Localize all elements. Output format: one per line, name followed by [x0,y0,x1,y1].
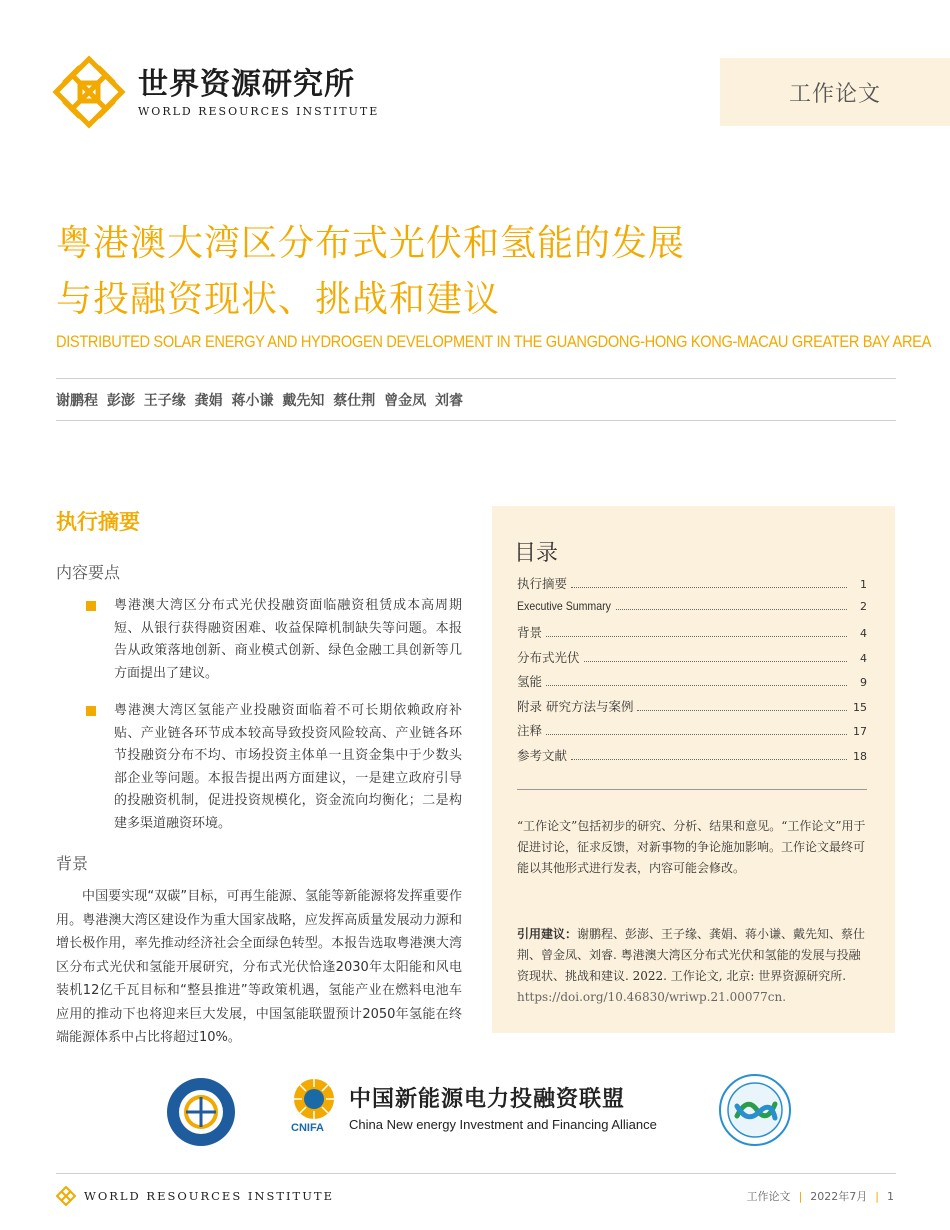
title-line-1: 粤港澳大湾区分布式光伏和氢能的发展 [56,223,686,264]
footer-doc-type: 工作论文 [746,1190,791,1203]
cnifa-name-en: China New energy Investment and Financing Alliance [349,1117,657,1132]
leader-dots [584,661,847,662]
citation-label: 引用建议： [517,927,578,941]
toc-entry-page: 9 [860,676,867,689]
divider [517,789,867,790]
divider [56,420,896,421]
document-type-tag [720,58,950,126]
toc-entry[interactable] [517,648,867,673]
document-type-label: 工作论文 [788,81,881,107]
executive-summary-heading: 执行摘要 [56,510,140,534]
toc-entry-label: 附录 研究方法与案例 [517,698,634,714]
leader-dots [546,734,847,735]
citation [517,924,869,1008]
footer-org-name: WORLD RESOURCES INSTITUTE [84,1189,334,1203]
list-item [86,700,462,835]
toc-entry-label: 分布式光伏 [517,649,580,665]
footer-date: 2022年7月 [810,1190,868,1203]
sunburst-icon [291,1077,337,1121]
toc-entry[interactable] [517,599,867,624]
leader-dots [571,759,847,760]
toc-entry[interactable] [517,746,867,771]
working-paper-note: “工作论文”包括初步的研究、分析、结果和意见。“工作论文”用于促进讨论，征求反馈，对新事物的争论施加影响。工作论文最终可能以其他形式进行发表，内容可能会修改。 [517,819,866,875]
table-of-contents [492,506,895,1033]
cnifa-mark [291,1077,337,1137]
background-paragraph: 中国要实现“双碳”目标，可再生能源、氢能等新能源将发挥重要作用。粤港澳大湾区建设作为重大国家战略，应发挥高质量发展动力源和增长极作用，率先推动经济社会全面绿色转型。本报告选取粤港澳大湾区分布式光伏和氢能开展研究，分布式光伏恰逢2030年太阳能和风电装机12亿千瓦目标和“整县推进”等政策机遇，氢能产业在燃料电池车应用的推动下也将迎来巨大发展，中国氢能联盟预计2050年氢能在终端能源体系中占比将超过10%。 [56,889,462,1045]
citation-text: 谢鹏程、彭澎、王子缘、龚娟、蒋小谦、戴先知、蔡仕荆、曾金凤、刘睿. 粤港澳大湾区分布式光伏和氢能的发展与投融资现状、挑战和建议. 2022. 工作论文, 北京: 世界资源研究所. [517,927,866,983]
leader-dots [571,587,847,588]
wri-lattice-icon [52,55,126,129]
toc-entry-page: 4 [860,627,867,640]
toc-entry[interactable] [517,697,867,722]
toc-entry-page: 17 [853,725,867,738]
leader-dots [637,710,847,711]
background-heading: 背景 [56,854,89,873]
toc-entry[interactable] [517,672,867,697]
leader-dots [616,609,847,610]
page-title [56,216,916,328]
divider [56,1173,896,1174]
bullet-text: 粤港澳大湾区氢能产业投融资面临着不可长期依赖政府补贴、产业链各环节成本较高导致投资风险较高、产业链各环节投融资分布不均、市场投资主体单一且资金集中于少数头部企业等问题。本报告提出两方面建议，一是建立政府引导的投融资机制，促进投资规模化，资金流向均衡化；二是构建多渠道融资环境。 [114,703,462,831]
partner-circle-logo [719,1074,791,1146]
key-points-list [86,595,462,850]
toc-entry-page: 15 [853,700,867,714]
toc-entry-label: Executive Summary [517,598,611,613]
citation-doi-link[interactable]: https://doi.org/10.46830/wriwp.21.00077cn. [517,990,787,1004]
toc-entry-page: 4 [860,651,867,665]
author-list: 谢鹏程 彭澎 王子缘 龚娟 蒋小谦 戴先知 蔡仕荆 曾金凤 刘睿 [56,393,463,409]
toc-entry-label: 执行摘要 [517,576,568,591]
cnifa-abbr: CNIFA [291,1122,324,1134]
separator: | [875,1189,879,1203]
title-english: DISTRIBUTED SOLAR ENERGY AND HYDROGEN DEVELOPMENT IN THE GUANGDONG-HONG KONG-MACAU GREATER BAY AREA [56,332,931,351]
title-line-2: 与投融资现状、挑战和建议 [56,279,501,320]
separator: | [798,1189,803,1203]
footer-meta [747,1188,894,1204]
page-number: 1 [887,1189,894,1203]
toc-entry-label: 背景 [517,625,543,640]
wri-logo [52,55,379,129]
bullet-text: 粤港澳大湾区分布式光伏投融资面临融资租赁成本高周期短、从银行获得融资困难、收益保障机制缺失等问题。本报告从政策落地创新、商业模式创新、绿色金融工具创新等几方面提出了建议。 [114,598,462,681]
wri-lattice-icon [56,1186,76,1206]
toc-entry-page: 18 [853,749,867,763]
toc-entry-label: 注释 [517,723,543,738]
org-name-cn: 世界资源研究所 [138,66,355,102]
toc-list [517,574,867,770]
leader-dots [546,636,847,637]
toc-entry-label: 参考文献 [517,747,568,763]
footer-logo [56,1186,334,1206]
leader-dots [546,685,847,686]
toc-entry[interactable] [517,574,867,599]
divider [56,378,896,379]
toc-entry[interactable] [517,721,867,746]
toc-heading: 目录 [514,541,559,566]
partner-seal-logo [166,1077,236,1147]
cnifa-logo [291,1077,657,1137]
bullet-square-icon [86,706,96,716]
toc-entry-page: 2 [860,599,867,613]
toc-entry-label: 氢能 [517,674,543,689]
toc-entry[interactable] [517,623,867,648]
org-name-en: WORLD RESOURCES INSTITUTE [138,104,380,118]
list-item [86,595,462,685]
cnifa-name-cn: 中国新能源电力投融资联盟 [349,1087,626,1112]
bullet-square-icon [86,601,96,611]
toc-entry-page: 1 [860,578,867,591]
key-points-heading: 内容要点 [56,563,121,582]
